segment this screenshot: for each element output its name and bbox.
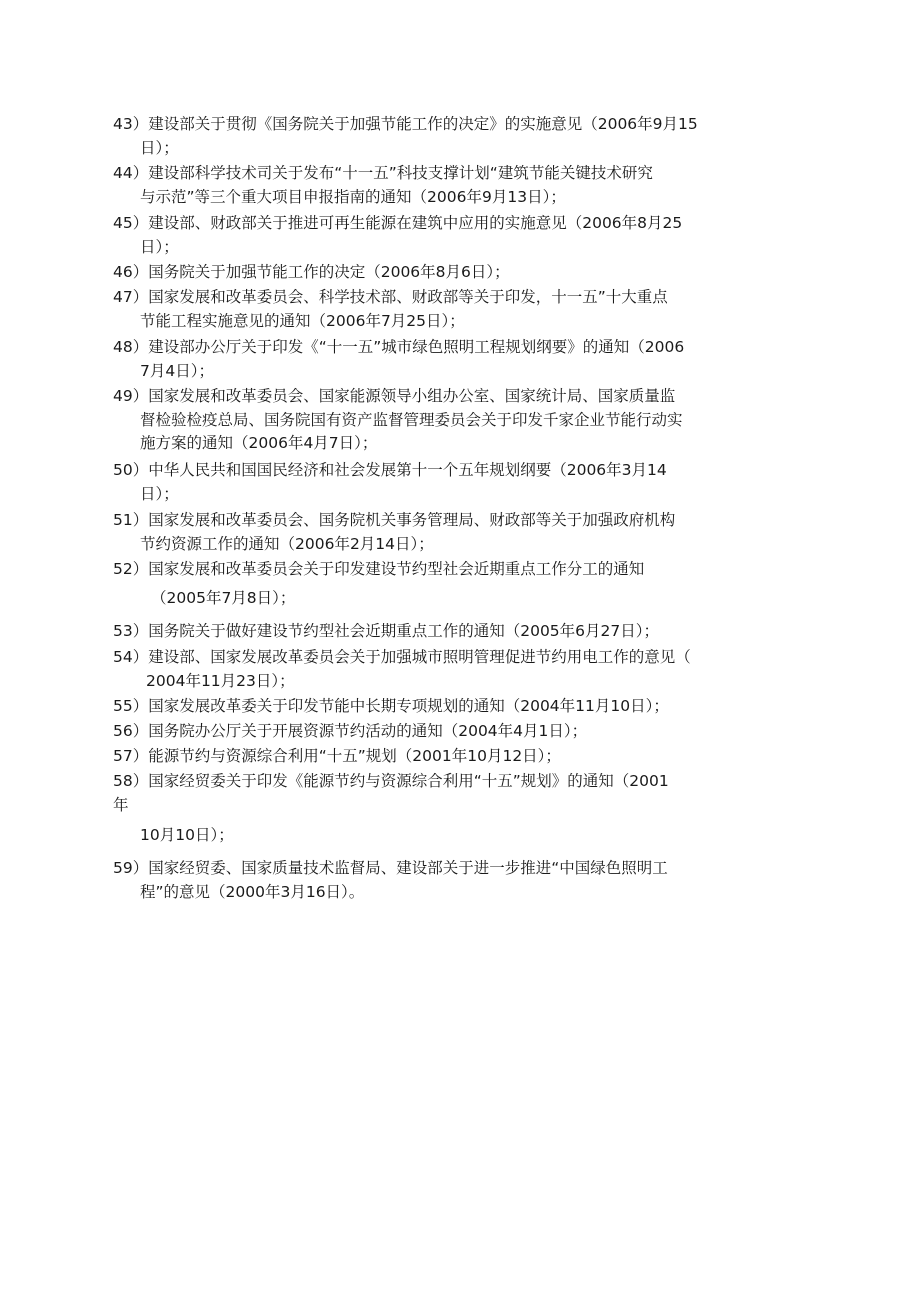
item-line: 51）国家发展和改革委员会、国务院机关事务管理局、财政部等关于加强政府机构 (113, 511, 676, 529)
item-line: 56）国务院办公厅关于开展资源节约活动的通知（2004年4月1日）； (113, 722, 588, 740)
list-item (113, 212, 793, 259)
item-line: 49）国家发展和改革委员会、国家能源领导小组办公室、国家统计局、国家质量监 (113, 387, 676, 405)
item-line: 10月10日）； (140, 826, 234, 844)
item-line: 46）国务院关于加强节能工作的决定（2006年8月6日）； (113, 263, 510, 281)
list-item (113, 459, 793, 506)
item-line: 年 (113, 795, 129, 814)
item-line: 2004年11月23日）； (146, 671, 295, 690)
item-line: 48）建设部办公厅关于印发《“十一五”城市绿色照明工程规划纲要》的通知（2006 (113, 338, 685, 356)
item-line: 日）； (140, 237, 179, 256)
item-line: 施方案的通知（2006年4月7日）； (140, 434, 378, 452)
list-item (113, 336, 793, 383)
item-line: 与示范”等三个重大项目申报指南的通知（2006年9月13日）； (140, 187, 566, 206)
item-line: 44）建设部科学技术司关于发布“十一五”科技支撑计划“建筑节能关键技术研究 (113, 164, 653, 182)
list-item (113, 558, 793, 610)
item-line: 45）建设部、财政部关于推进可再生能源在建筑中应用的实施意见（2006年8月25 (113, 214, 683, 232)
item-line: 节约资源工作的通知（2006年2月14日）； (140, 534, 434, 553)
item-line: 节能工程实施意见的通知（2006年7月25日）； (140, 311, 465, 330)
item-line: 58）国家经贸委关于印发《能源节约与资源综合利用“十五”规划》的通知（2001 (113, 772, 669, 790)
item-line: 程”的意见（2000年3月16日）。 (140, 882, 365, 901)
list-item (113, 745, 793, 769)
item-line: 7月4日）； (140, 361, 214, 380)
item-line: 日）； (140, 484, 179, 503)
item-line: 督检验检疫总局、国务院国有资产监督管理委员会关于印发千家企业节能行动实 (140, 410, 683, 429)
item-line: （2005年7月8日）； (151, 588, 296, 607)
item-line: 43）建设部关于贯彻《国务院关于加强节能工作的决定》的实施意见（2006年9月15 (113, 115, 698, 133)
list-item (113, 857, 793, 904)
list-item (113, 720, 793, 744)
item-line: 日）； (140, 138, 179, 157)
list-item (113, 261, 793, 285)
list-item (113, 162, 793, 209)
list-item (113, 620, 793, 644)
item-line: 53）国务院关于做好建设节约型社会近期重点工作的通知（2005年6月27日）； (113, 622, 660, 640)
item-line: 57）能源节约与资源综合利用“十五”规划（2001年10月12日）； (113, 747, 561, 765)
list-item (113, 385, 793, 456)
item-line: 55）国家发展改革委关于印发节能中长期专项规划的通知（2004年11月10日）； (113, 697, 669, 715)
item-line: 54）建设部、国家发展改革委员会关于加强城市照明管理促进节约用电工作的意见（ (113, 648, 691, 666)
list-item (113, 646, 793, 693)
list-item (113, 113, 793, 160)
list-item (113, 286, 793, 333)
item-line: 59）国家经贸委、国家质量技术监督局、建设部关于进一步推进“中国绿色照明工 (113, 859, 668, 877)
list-item (113, 695, 793, 719)
item-line: 47）国家发展和改革委员会、科学技术部、财政部等关于印发，十一五”十大重点 (113, 288, 668, 306)
item-line: 52）国家发展和改革委员会关于印发建设节约型社会近期重点工作分工的通知 (113, 560, 645, 578)
list-item (113, 770, 793, 817)
list-item (113, 509, 793, 556)
item-line: 50）中华人民共和国国民经济和社会发展第十一个五年规划纲要（2006年3月14 (113, 461, 667, 479)
list-item (113, 824, 793, 848)
